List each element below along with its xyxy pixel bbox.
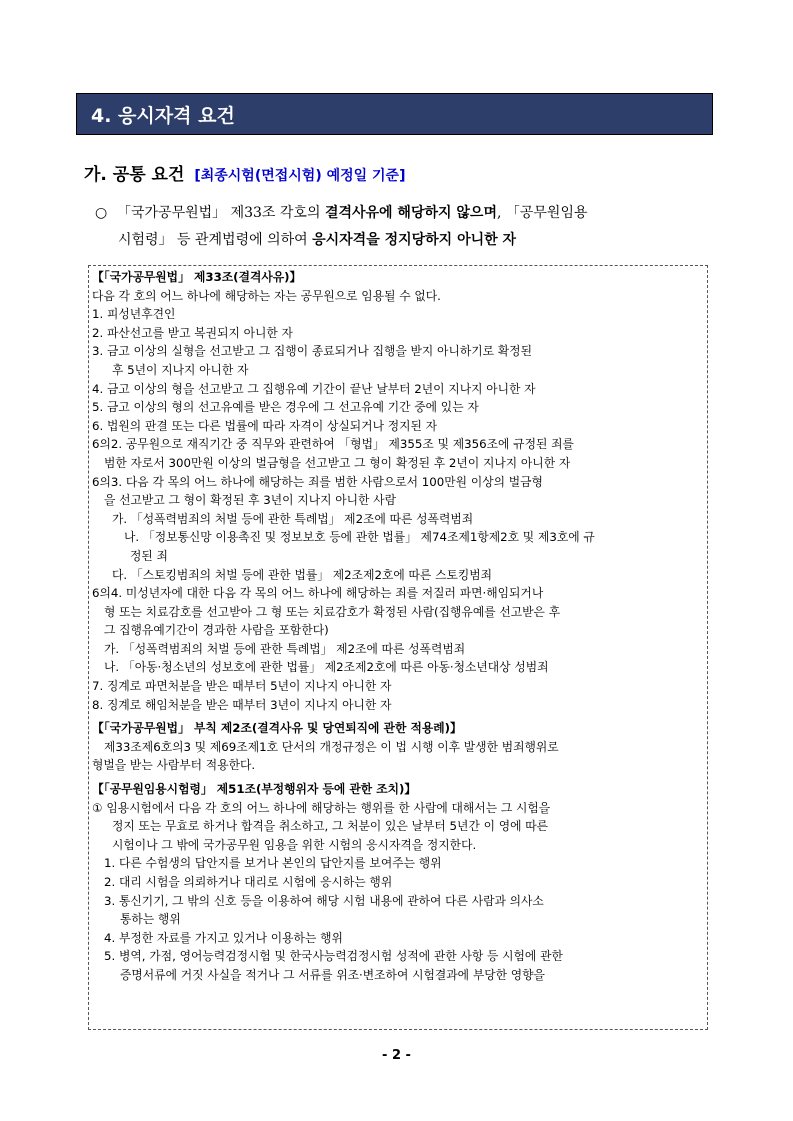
law-line: 4. 금고 이상의 형을 선고받고 그 집행유예 기간이 끝난 날부터 2년이 지나지 아니한 자 bbox=[92, 381, 536, 396]
law-line: ① 임용시험에서 다음 각 호의 어느 하나에 해당하는 행위를 한 사람에 대해서는 그 시험을 bbox=[92, 800, 551, 815]
law-line: 다음 각 호의 어느 하나에 해당하는 자는 공무원으로 임용될 수 없다. bbox=[92, 288, 441, 303]
law-heading: 【「공무원임용시험령」 제51조(부정행위자 등에 관한 조치)】 bbox=[92, 782, 417, 797]
law-heading: 【「국가공무원법」 제33조(결격사유)】 bbox=[92, 270, 302, 284]
law-line: 6의3. 다음 각 목의 어느 하나에 해당하는 죄를 범한 사람으로서 100만원 이상의 벌금형 bbox=[92, 474, 543, 489]
law-excerpt-box bbox=[88, 265, 708, 1030]
requirement-line-2 bbox=[95, 227, 720, 254]
law-line: 가. 「성폭력범죄의 처벌 등에 관한 특례법」 제2조에 따른 성폭력범죄 bbox=[112, 511, 474, 526]
law-line: 정지 또는 무효로 하거나 합격을 취소하고, 그 처분이 있은 날부터 5년간 이 영에 따른 bbox=[112, 819, 549, 834]
law-line: 시험이나 그 밖에 국가공무원 임용을 위한 시험의 응시자격을 정지한다. bbox=[112, 837, 477, 852]
law-line: 5. 금고 이상의 형의 선고유예를 받은 경우에 그 선고유예 기간 중에 있는 자 bbox=[92, 400, 479, 415]
law-line: 6. 법원의 판결 또는 다른 법률에 따라 자격이 상실되거나 정지된 자 bbox=[92, 418, 438, 433]
law-line: 정된 죄 bbox=[130, 548, 168, 563]
subheading-note: [최종시험(면접시험) 예정일 기준] bbox=[194, 168, 406, 184]
law-line: 을 선고받고 그 형이 확정된 후 3년이 지나지 아니한 사람 bbox=[104, 493, 396, 508]
law-line: 다. 「스토킹범죄의 처벌 등에 관한 법률」 제2조제2호에 따른 스토킹범죄 bbox=[112, 567, 493, 582]
law-line: 6의4. 미성년자에 대한 다음 각 목의 어느 하나에 해당하는 죄를 저질러 파면·해임되거나 bbox=[92, 586, 544, 601]
requirement-text: , 「공무원임용 bbox=[496, 205, 588, 221]
law-line: 1. 다른 수험생의 답안지를 보거나 본인의 답안지를 보여주는 행위 bbox=[104, 856, 442, 871]
bullet-icon: ○ bbox=[95, 205, 108, 221]
subheading-main: 가. 공통 요건 bbox=[84, 165, 185, 185]
law-line: 8. 징계로 해임처분을 받은 때부터 3년이 지나지 아니한 자 bbox=[92, 697, 392, 712]
law-line: 1. 피성년후견인 bbox=[92, 307, 176, 322]
law-line: 3. 통신기기, 그 밖의 신호 등을 이용하여 해당 시험 내용에 관하여 다른 사람과 의사소 bbox=[104, 893, 544, 908]
law-line: 2. 대리 시험을 의뢰하거나 대리로 시험에 응시하는 행위 bbox=[104, 875, 393, 889]
page-number: - 2 - bbox=[382, 1048, 411, 1063]
requirement-bold: 응시자격을 정지당하지 아니한 자 bbox=[312, 232, 517, 248]
law-line: 통하는 행위 bbox=[120, 912, 181, 927]
law-line: 가. 「성폭력범죄의 처벌 등에 관한 특례법」 제2조에 따른 성폭력범죄 bbox=[104, 641, 466, 656]
law-line: 증명서류에 거짓 사실을 적거나 그 서류를 위조·변조하여 시험결과에 부당한 영향을 bbox=[120, 967, 545, 982]
requirement-text: 「국가공무원법」 제33조 각호의 bbox=[117, 205, 325, 221]
subheading bbox=[84, 160, 405, 185]
law-line: 범한 자로서 300만원 이상의 벌금형을 선고받고 그 형이 확정된 후 2년이 지나지 아니한 자 bbox=[104, 455, 571, 470]
law-line: 나. 「아동·청소년의 성보호에 관한 법률」 제2조제2호에 따른 아동·청소년대상 성범죄 bbox=[104, 660, 549, 675]
law-line: 형 또는 치료감호를 선고받아 그 형 또는 치료감호가 확정된 사람(집행유예를 선고받은 후 bbox=[104, 604, 561, 619]
law-line: 5. 병역, 가점, 영어능력검정시험 및 한국사능력검정시험 성적에 관한 사항 등 시험에 관한 bbox=[104, 949, 563, 964]
law-line: 나. 「정보통신망 이용촉진 및 정보보호 등에 관한 법률」 제74조제1항제2호 및 제3호에 규 bbox=[124, 530, 595, 545]
requirement-text: 시험령」 등 관계법령에 의하여 bbox=[118, 232, 313, 248]
law-line: 형벌을 받는 사람부터 적용한다. bbox=[92, 758, 256, 773]
law-line: 7. 징계로 파면처분을 받은 때부터 5년이 지나지 아니한 자 bbox=[92, 679, 392, 694]
common-requirement bbox=[95, 200, 720, 254]
law-heading: 【「국가공무원법」 부칙 제2조(결격사유 및 당연퇴직에 관한 적용례)】 bbox=[92, 721, 462, 736]
law-line: 6의2. 공무원으로 재직기간 중 직무와 관련하여 「형법」 제355조 및 제356조에 규정된 죄를 bbox=[92, 437, 574, 452]
law-line: 3. 금고 이상의 실형을 선고받고 그 집행이 종료되거나 집행을 받지 아니하기로 확정된 bbox=[92, 344, 532, 359]
law-line: 4. 부정한 자료를 가지고 있거나 이용하는 행위 bbox=[104, 930, 343, 945]
requirement-bold: 결격사유에 해당하지 않으며 bbox=[324, 205, 497, 221]
section-title: 4. 응시자격 요건 bbox=[76, 93, 713, 135]
law-line: 2. 파산선고를 받고 복권되지 아니한 자 bbox=[92, 325, 293, 340]
requirement-line-1 bbox=[95, 200, 720, 227]
law-line: 그 집행유예기간이 경과한 사람을 포함한다) bbox=[104, 623, 329, 638]
law-line: 후 5년이 지나지 아니한 자 bbox=[112, 362, 249, 377]
law-line: 제33조제6호의3 및 제69조제1호 단서의 개정규정은 이 법 시행 이후 발생한 범죄행위로 bbox=[104, 739, 559, 754]
